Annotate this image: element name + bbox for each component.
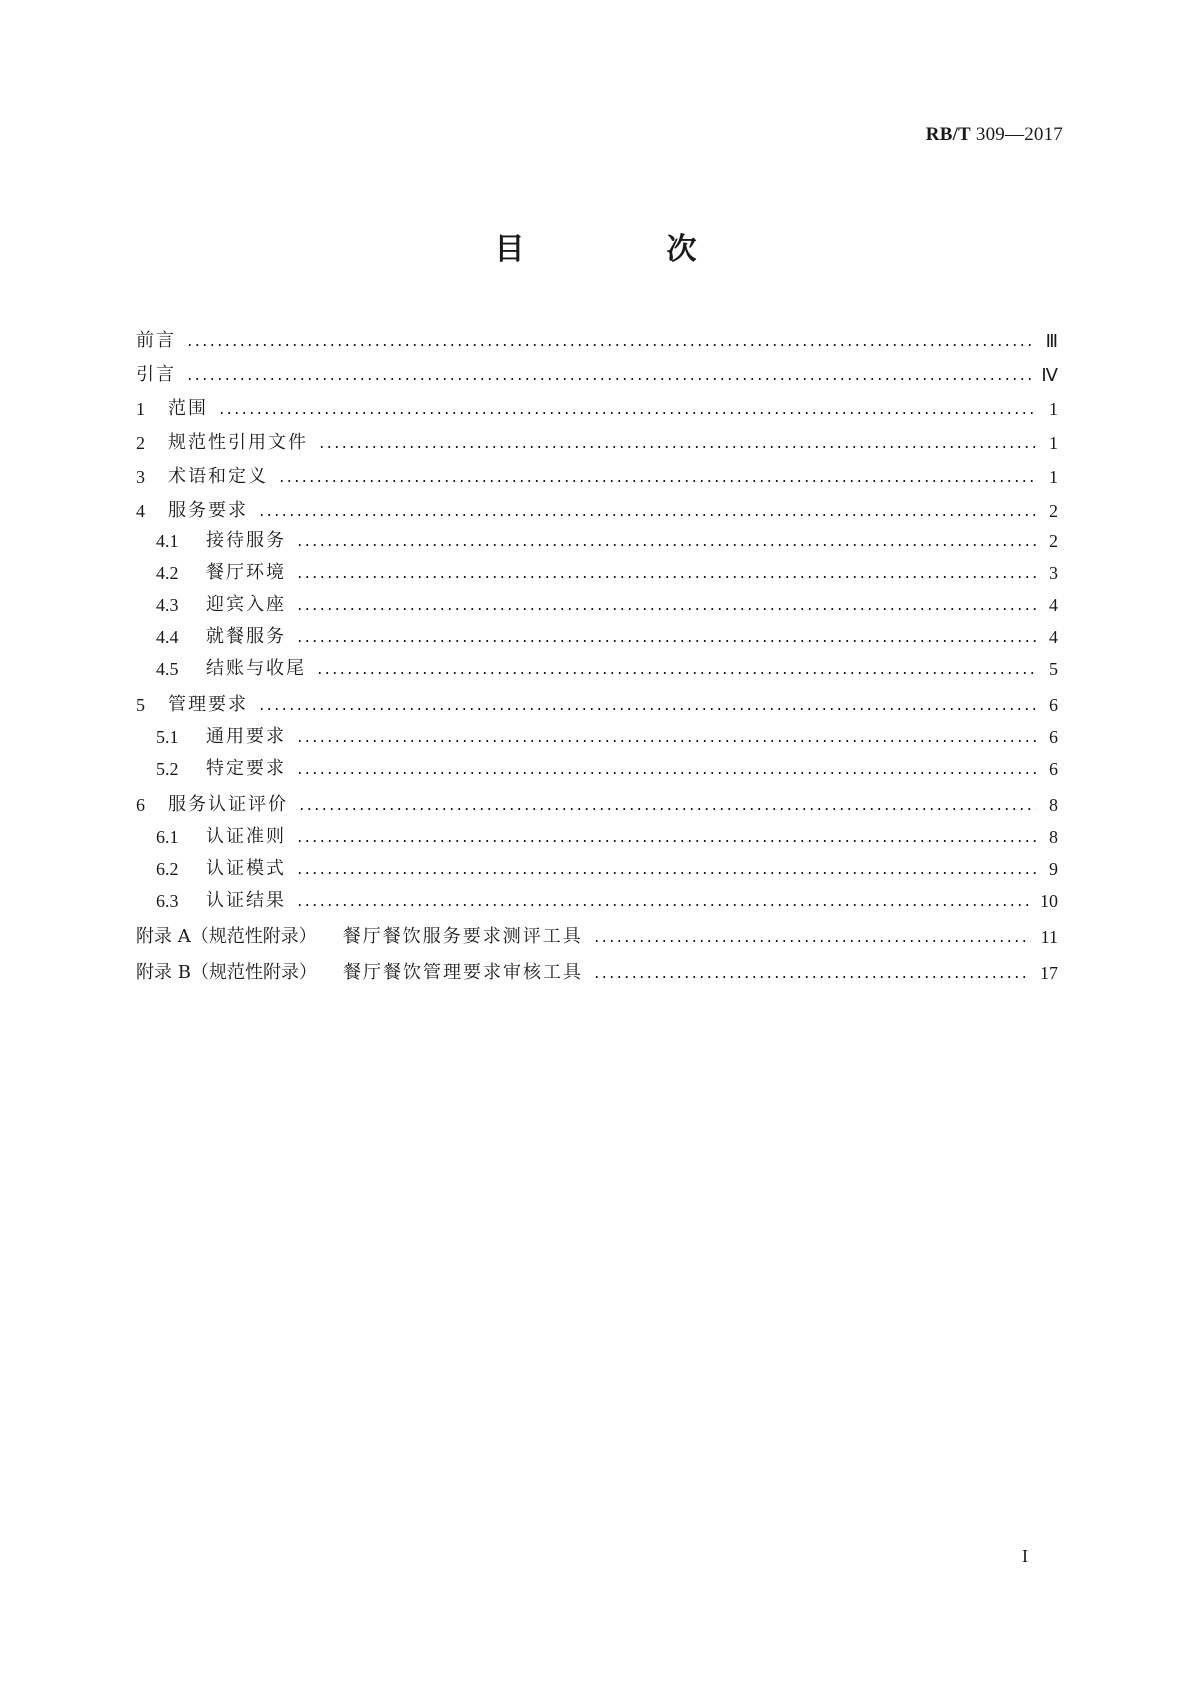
toc-section-number: 6.1 [156,827,179,847]
dot-leader [593,976,1030,978]
dot-leader [186,378,1031,380]
document-code-number: 309—2017 [975,124,1063,145]
toc-section-number: 3 [136,467,145,487]
toc-entry-5-1[interactable] [156,722,1058,748]
toc-page-number: 9 [1049,859,1058,879]
toc-page-number: 10 [1040,891,1058,911]
toc-section-number: 5 [136,695,145,715]
toc-entry-text: 认证准则 [206,826,286,847]
toc-page-number: 5 [1049,659,1058,679]
toc-entry-text: 术语和定义 [168,466,268,487]
toc-section-number: 2 [136,433,145,453]
dot-leader [258,514,1036,516]
toc-section-number: 5.2 [156,759,179,779]
toc-entry-4-4[interactable] [156,622,1058,648]
toc-entry-text: 通用要求 [206,726,286,747]
toc-page-number: 1 [1049,433,1058,453]
toc-entry-text: 服务认证评价 [168,794,288,815]
dot-leader [296,544,1036,546]
toc-page-number: 2 [1049,531,1058,551]
toc-page-number: Ⅳ [1041,365,1058,385]
dot-leader [296,872,1036,874]
page-folio: I [1022,1546,1028,1566]
toc-section-number: 6.2 [156,859,179,879]
toc-page-number: 3 [1049,563,1058,583]
toc-page-number: 8 [1049,795,1058,815]
toc-entry-text: 特定要求 [206,758,286,779]
dot-leader [296,576,1036,578]
toc-entry-4-2[interactable] [156,558,1058,584]
document-code-prefix: RB/T [925,124,971,145]
toc-page-number: 1 [1049,399,1058,419]
toc-entry-5-2[interactable] [156,754,1058,780]
toc-entry-6-2[interactable] [156,854,1058,880]
toc-entry-foreword[interactable] [136,326,1058,352]
toc-entry-5[interactable] [136,690,1058,716]
toc-section-number: 6 [136,795,145,815]
dot-leader [278,480,1036,482]
toc-appendix-label: 附录 A（规范性附录） [136,926,317,947]
toc-page-number: 6 [1049,759,1058,779]
toc-entry-text: 前言 [136,330,176,351]
toc-entry-text: 结账与收尾 [206,658,306,679]
toc-entry-4-3[interactable] [156,590,1058,616]
toc-page-number: 4 [1049,595,1058,615]
toc-page-number: 8 [1049,827,1058,847]
dot-leader [258,708,1036,710]
dot-leader [316,672,1036,674]
toc-section-number: 4.2 [156,563,179,583]
toc-section-number: 4.5 [156,659,179,679]
toc-page-number: 4 [1049,627,1058,647]
dot-leader [296,608,1036,610]
dot-leader [298,808,1036,810]
toc-entry-text: 引言 [136,364,176,385]
document-code [926,124,1063,146]
toc-appendix-label: 附录 B（规范性附录） [136,962,317,983]
dot-leader [296,772,1036,774]
dot-leader [218,412,1036,414]
toc-entry-4-1[interactable] [156,526,1058,552]
toc-page-number: 2 [1049,501,1058,521]
toc-entry-text: 餐厅餐饮管理要求审核工具 [342,962,583,983]
toc-page-number: 11 [1040,927,1058,947]
toc-entry-2[interactable] [136,428,1058,454]
toc-section-number: 1 [136,399,145,419]
toc-page-number: 17 [1040,963,1058,983]
toc-page-number: Ⅲ [1045,331,1058,351]
page-title: 目 次 [494,232,753,267]
toc-entry-4-5[interactable] [156,654,1058,680]
dot-leader [296,840,1036,842]
toc-entry-6[interactable] [136,790,1058,816]
toc-entry-6-1[interactable] [156,822,1058,848]
toc-page-number: 1 [1049,467,1058,487]
toc-section-number: 5.1 [156,727,179,747]
toc-entry-text: 规范性引用文件 [168,432,308,453]
toc-entry-6-3[interactable] [156,886,1058,912]
toc-entry-text: 接待服务 [206,530,286,551]
toc-entry-appendix-b[interactable] [136,958,1058,984]
dot-leader [593,940,1031,942]
toc-section-number: 4 [136,501,145,521]
toc-entry-text: 迎宾入座 [206,594,286,615]
toc-entry-text: 餐厅餐饮服务要求测评工具 [342,926,583,947]
dot-leader [318,446,1036,448]
toc-entry-text: 认证模式 [206,858,286,879]
toc-entry-appendix-a[interactable] [136,922,1058,948]
dot-leader [186,344,1036,346]
toc-page-number: 6 [1049,695,1058,715]
toc-section-number: 4.3 [156,595,179,615]
toc-section-number: 6.3 [156,891,179,911]
toc-section-number: 4.4 [156,627,179,647]
toc-entry-4[interactable] [136,496,1058,522]
toc-entry-text: 管理要求 [168,694,248,715]
toc-section-number: 4.1 [156,531,179,551]
toc-entry-text: 就餐服务 [206,626,286,647]
toc-page-number: 6 [1049,727,1058,747]
toc-entry-introduction[interactable] [136,360,1058,386]
dot-leader [296,904,1030,906]
toc-entry-3[interactable] [136,462,1058,488]
dot-leader [296,640,1036,642]
toc-entry-1[interactable] [136,394,1058,420]
toc-entry-text: 认证结果 [206,890,286,911]
dot-leader [296,740,1036,742]
toc-entry-text: 餐厅环境 [206,562,286,583]
toc-entry-text: 服务要求 [168,500,248,521]
toc-entry-text: 范围 [168,398,208,419]
